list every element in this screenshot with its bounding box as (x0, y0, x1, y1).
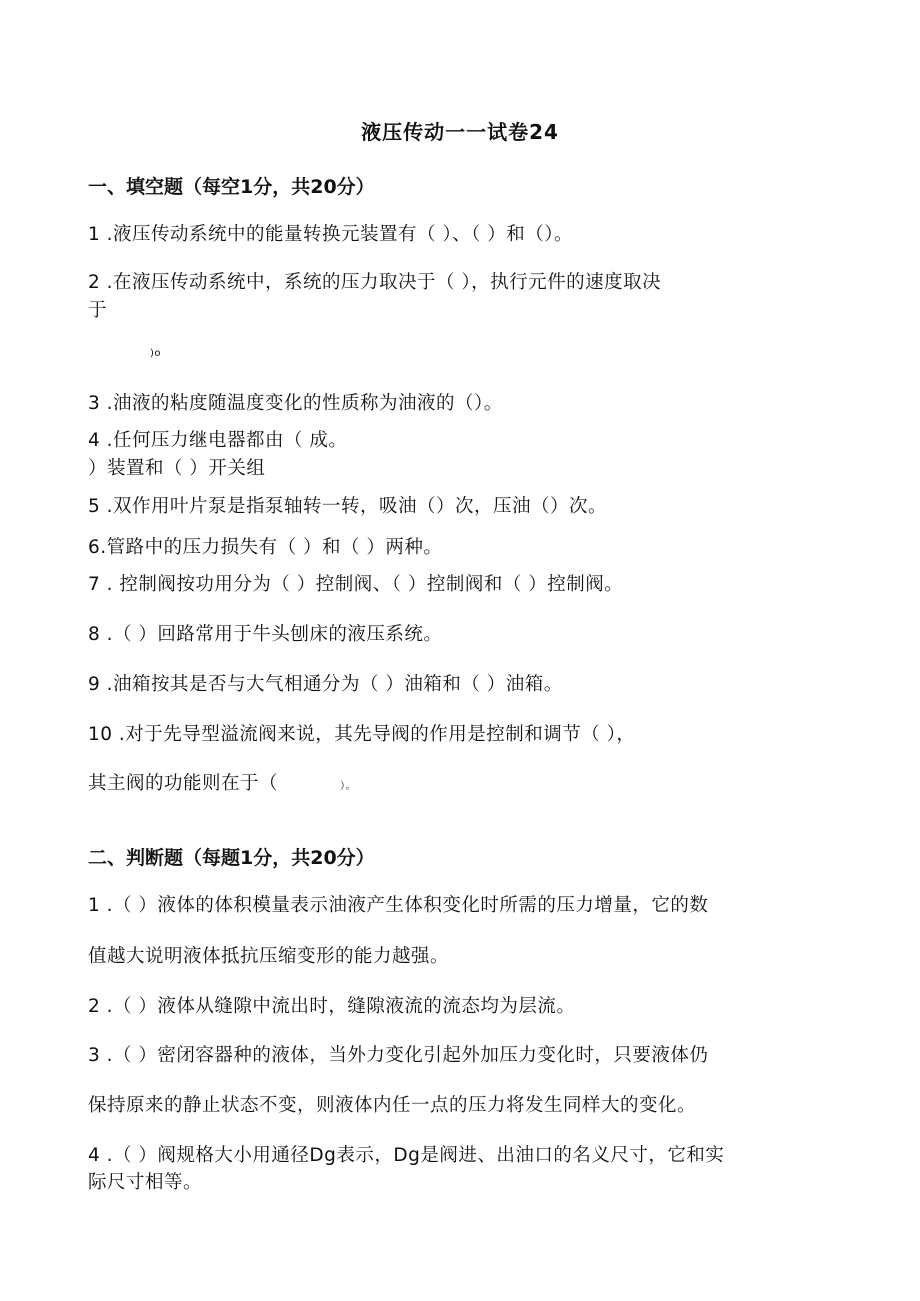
section-heading-fill-blank: 一、填空题（每空1分，共20分） (88, 176, 375, 198)
question-line: 4 .（ ）阀规格大小用通径Dg表示，Dg是阀进、出油口的名义尺寸，它和实 (88, 1145, 725, 1166)
page-title: 液压传动一一试卷24 (361, 120, 559, 144)
question-line: ）。 (340, 781, 356, 792)
question-line: 5 .双作用叶片泵是指泵轴转一转，吸油（）次，压油（）次。 (88, 496, 608, 517)
question-line: 10 .对于先导型溢流阀来说，其先导阀的作用是控制和调节（ ）， (88, 724, 636, 745)
question-line: 际尺寸相等。 (88, 1172, 203, 1193)
question-line: 3 .（ ）密闭容器种的液体，当外力变化引起外加压力变化时，只要液体仍 (88, 1045, 709, 1066)
question-line: 2 .（ ）液体从缝隙中流出时，缝隙液流的流态均为层流。 (88, 996, 576, 1017)
question-line: 6.管路中的压力损失有（ ）和（ ）两种。 (88, 537, 443, 558)
question-line: 于 (88, 300, 108, 321)
question-line: 1 .（ ）液体的体积模量表示油液产生体积变化时所需的压力增量，它的数 (88, 895, 709, 916)
question-line: 值越大说明液体抵抗压缩变形的能力越强。 (88, 946, 450, 967)
question-line: 其主阀的功能则在于（ (88, 773, 279, 794)
section-heading-true-false: 二、判断题（每题1分，共20分） (88, 847, 375, 869)
question-line: 保持原来的静止状态不变，则液体内任一点的压力将发生同样大的变化。 (88, 1095, 697, 1116)
question-line: 4 .任何压力继电器都由（ 成。 (88, 430, 348, 451)
question-line: )o (150, 348, 162, 359)
question-line: 2 .在液压传动系统中，系统的压力取决于（ ），执行元件的速度取决 (88, 272, 662, 293)
question-line: 9 .油箱按其是否与大气相通分为（ ）油箱和（ ）油箱。 (88, 674, 563, 695)
question-line: 8 .（ ）回路常用于牛头刨床的液压系统。 (88, 624, 443, 645)
question-line: 1 .液压传动系统中的能量转换元装置有（ ）、（ ）和（）。 (88, 224, 574, 245)
question-line: ）装置和（ ）开关组 (88, 458, 266, 479)
question-line: 3 .油液的粘度随温度变化的性质称为油液的（）。 (88, 393, 503, 414)
question-line: 7 . 控制阀按功用分为（ ）控制阀、（ ）控制阀和（ ）控制阀。 (88, 574, 624, 595)
